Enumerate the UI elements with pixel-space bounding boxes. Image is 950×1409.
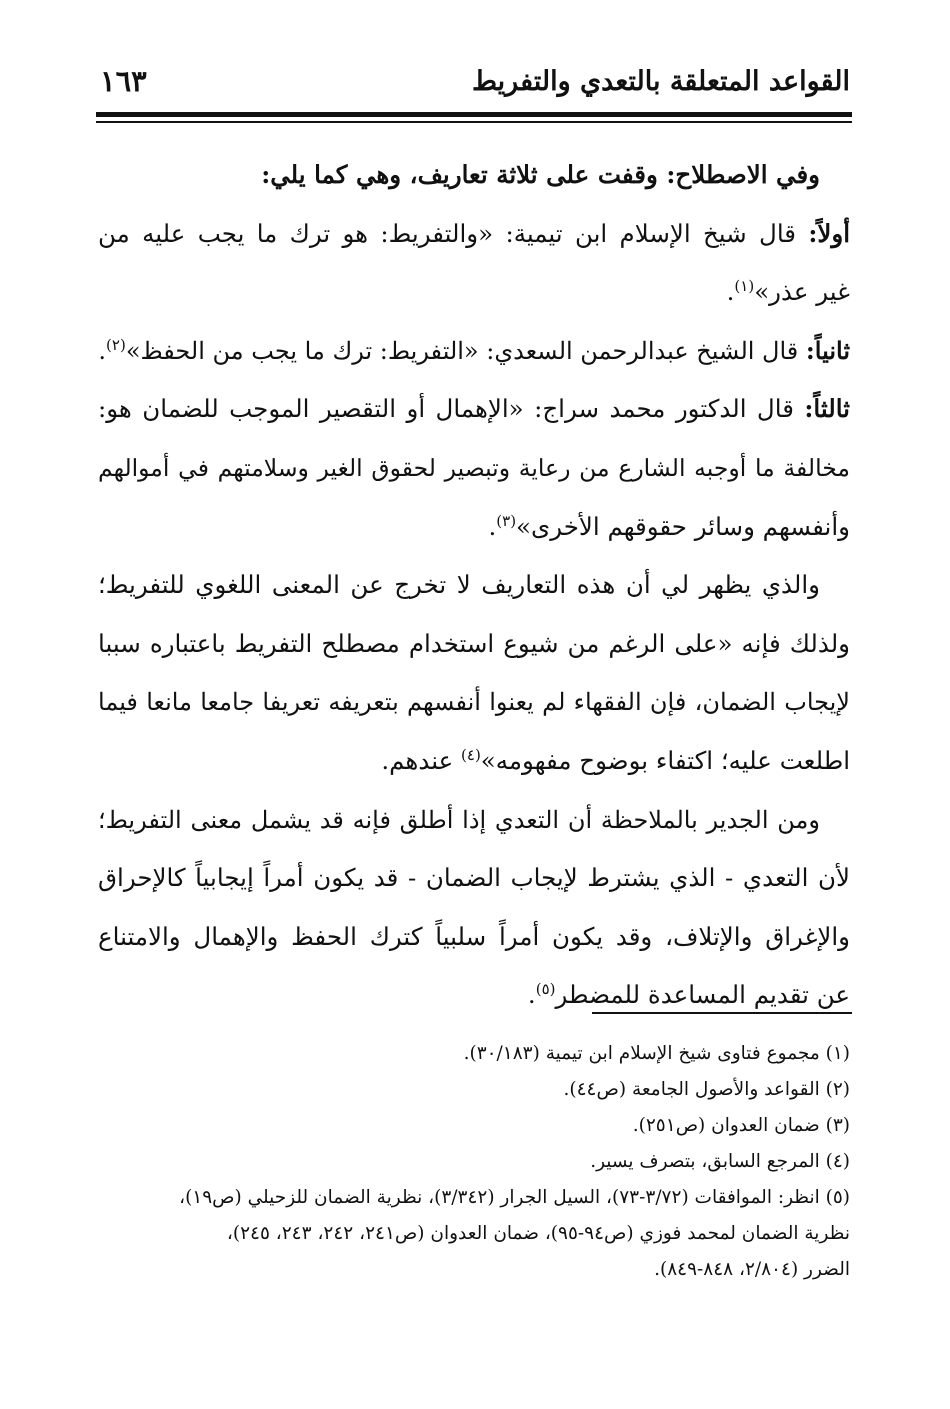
text-line-14: والإغراق والإتلاف، وقد يكون أمراً سلبياً كترك الحفظ والإهمال والامتناع [98,921,850,951]
footnote-5: (٥) انظر: الموافقات (٣/٧٢-٧٣)، السيل الجرار (٣/٣٤٢)، نظرية الضمان للزحيلي (ص١٩)، [179,1187,850,1208]
footnote-5-continued: نظرية الضمان لمحمد فوزي (ص٩٤-٩٥)، ضمان العدوان (ص٢٤١، ٢٤٢، ٢٤٣، ٢٤٥)، [226,1223,850,1244]
text-line-1: وفي الاصطلاح: وقفت على ثلاثة تعاريف، وهي كما يلي: [261,160,820,189]
footnote-separator [592,1012,852,1014]
page-number: ١٦٣ [100,64,147,98]
footnotes [98,1036,850,1288]
header-rule-thick [96,112,852,117]
text-line-11-content: اطلعت عليه؛ اكتفاء بوضوح مفهومه» [480,745,850,775]
header-rule-thin [96,121,852,123]
text-line-4-content: ثانياً: قال الشيخ عبدالرحمن السعدي: «التفريط: ترك ما يجب من الحفظ» [125,335,850,365]
text-line-3-content: غير عذر» [754,277,850,307]
footnote-1: (١) مجموع فتاوى شيخ الإسلام ابن تيمية (٣٠/١٨٣). [463,1043,850,1064]
text-line-11-tail: عندهم. [381,745,454,775]
period: . [98,336,107,365]
text-line-15 [98,966,850,1025]
text-line-15-content: عن تقديم المساعدة للمضطر [555,980,850,1010]
period: . [527,980,536,1010]
footnote-marker-3: (٣) [496,511,517,530]
running-header [98,62,850,108]
footnote-marker-4: (٤) [461,745,481,764]
text-line-8: والذي يظهر لي أن هذه التعاريف لا تخرج عن المعنى اللغوي للتفريط؛ [98,570,820,600]
definition-label: ثانياً: [805,335,850,365]
footnote-marker-1: (١) [734,277,755,296]
text-line-13: لأن التعدي - الذي يشترط لإيجاب الضمان - قد يكون أمراً إيجابياً كالإحراق [98,863,850,893]
text-line-7-content: وأنفسهم وسائر حقوقهم الأخرى» [516,511,850,541]
text-line-10: لإيجاب الضمان، فإن الفقهاء لم يعنوا أنفسهم بتعريفه تعريفا جامعا مانعا فيما [98,688,850,717]
footnote-4: (٤) المرجع السابق، بتصرف يسير. [590,1151,850,1172]
text-line-11 [98,732,850,791]
footnote-marker-5: (٥) [535,980,556,999]
main-text [98,146,850,1025]
footnote-5-end: الضرر (٢/٨٠٤، ٨٤٨-٨٤٩). [654,1259,850,1280]
text-line-3 [98,263,850,322]
period: . [726,277,735,307]
text-line-5: ثالثاً: قال الدكتور محمد سراج: «الإهمال أو التقصير الموجب للضمان هو: [98,394,850,424]
definition-label: أولاً: [808,218,850,248]
text-line-6: مخالفة ما أوجبه الشارع من رعاية وتبصير لحقوق الغير وسلامتهم في أموالهم [98,453,850,482]
text-line-4 [98,322,850,381]
running-title: القواعد المتعلقة بالتعدي والتفريط [472,66,850,97]
definition-label: ثالثاً: [804,394,850,424]
footnote-marker-2: (٢) [106,335,126,354]
period: . [488,511,497,541]
text-line-12: ومن الجدير بالملاحظة أن التعدي إذا أطلق فإنه قد يشمل معنى التفريط؛ [98,805,820,834]
text-line-9: ولذلك فإنه «على الرغم من شيوع استخدام مصطلح التفريط باعتباره سببا [98,628,850,658]
text-line-7 [98,498,850,557]
footnote-3: (٣) ضمان العدوان (ص٢٥١). [632,1115,850,1136]
text-line-2: أولاً: قال شيخ الإسلام ابن تيمية: «والتفريط: هو ترك ما يجب عليه من [98,218,850,248]
footnote-2: (٢) القواعد والأصول الجامعة (ص٤٤). [563,1079,850,1100]
